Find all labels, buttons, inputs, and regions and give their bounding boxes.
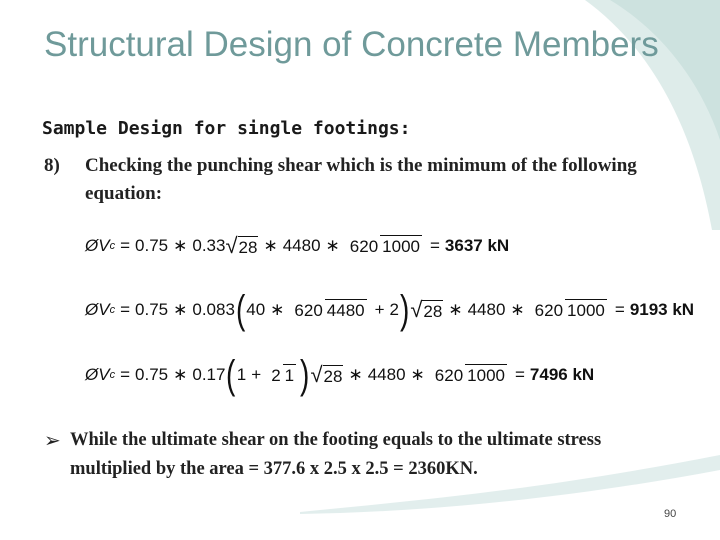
fraction: 620 4480 — [294, 300, 365, 320]
item-text: Checking the punching shear which is the minimum of the following equation: — [85, 155, 637, 204]
item-number: 8) — [44, 155, 60, 176]
equation-3: Ø V c = 0.75 ∗ 0.17 ( 1 + 2 1 ) √28 ∗ 4480 ∗ 620 1000 = 7496 kN — [85, 353, 595, 397]
fraction: 620 1000 — [349, 236, 420, 256]
square-root: √28 — [310, 361, 343, 387]
slide-subtitle: Sample Design for single footings: — [42, 118, 411, 139]
arrow-bullet-icon: ➢ — [44, 428, 61, 452]
equation-3-result: 7496 kN — [529, 365, 595, 384]
fraction: 2 1 — [271, 365, 295, 385]
slide-title: Structural Design of Concrete Members — [44, 25, 659, 64]
fraction: 620 1000 — [434, 365, 505, 385]
equation-2: Ø V c = 0.75 ∗ 0.083 ( 40 ∗ 620 4480 + 2 ) √28 ∗ 4480 ∗ 620 1000 = 9193 kN — [85, 288, 695, 332]
equation-1: Ø V c = 0.75 ∗ 0.33 √28 ∗ 4480 ∗ 620 1000 = 3637 kN — [85, 232, 510, 258]
page-number: 90 — [664, 508, 677, 520]
square-root: √28 — [225, 232, 258, 258]
equation-1-result: 3637 kN — [444, 236, 510, 255]
square-root: √28 — [410, 296, 443, 322]
equation-2-result: 9193 kN — [629, 300, 695, 319]
bullet-text: While the ultimate shear on the footing equals to the ultimate stress multiplied by the area = 377.6 x 2.5 x 2.5 = 2360KN. — [70, 430, 602, 479]
fraction: 620 1000 — [534, 300, 605, 320]
